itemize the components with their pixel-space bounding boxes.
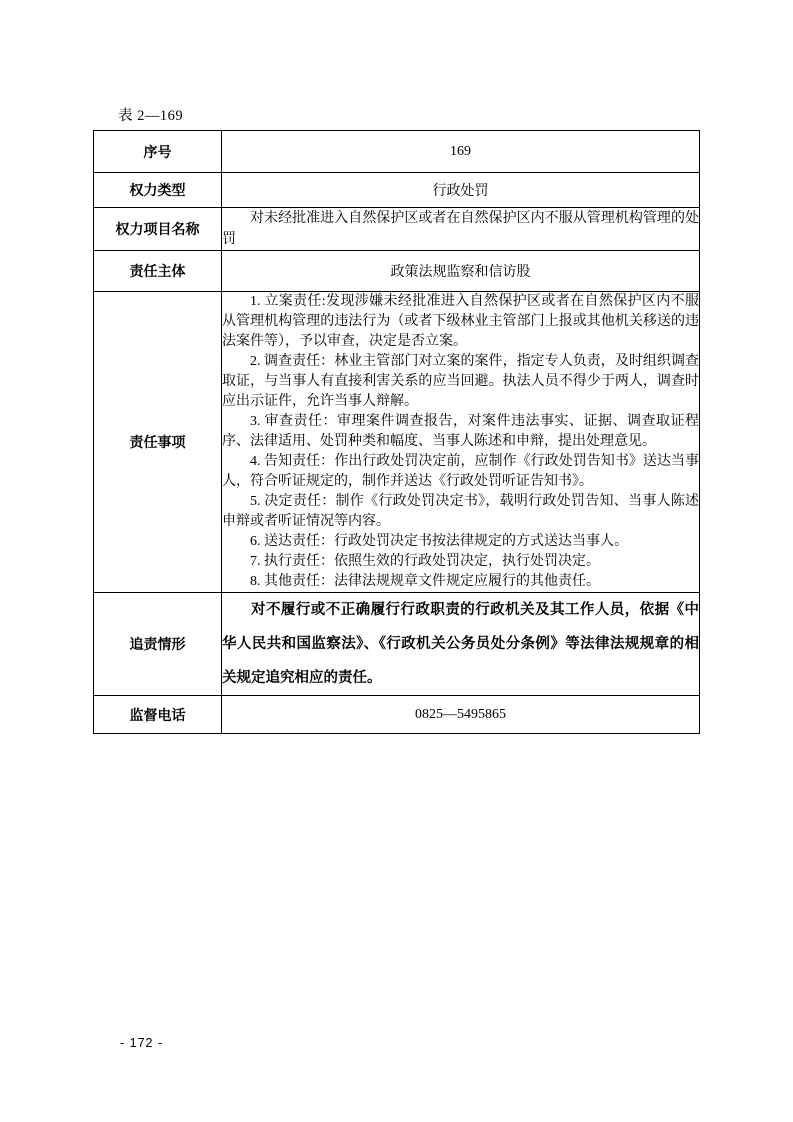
row-label-supervision-phone: 监督电话: [94, 696, 222, 734]
table-row-power-item-name: [94, 208, 700, 251]
responsibility-item-1: 1. 立案责任:发现涉嫌未经批准进入自然保护区或者在自然保护区内不服从管理机构管理的违法行为（或者下级林业主管部门上报或其他机关移送的违法案件等），予以审查，决定是否立案。: [222, 294, 699, 349]
row-label-accountability: 追责情形: [94, 593, 222, 696]
power-item-name-text: 对未经批准进入自然保护区或者在自然保护区内不服从管理机构管理的处罚: [222, 211, 699, 247]
row-value-supervision-phone: 0825—5495865: [222, 696, 700, 734]
responsibility-item-3: 3. 审查责任：审理案件调查报告，对案件违法事实、证据、调查取证程序、法律适用、处罚种类和幅度、当事人陈述和申辩，提出处理意见。: [222, 414, 699, 449]
row-label-power-type: 权力类型: [94, 173, 222, 208]
table-row-responsible-body: [94, 251, 700, 292]
responsibility-item-6: 6. 送达责任：行政处罚决定书按法律规定的方式送达当事人。: [250, 534, 628, 549]
row-value-accountability: [222, 593, 700, 696]
responsibility-item-7: 7. 执行责任：依照生效的行政处罚决定，执行处罚决定。: [250, 554, 600, 569]
row-label-serial-number: 序号: [94, 131, 222, 173]
row-label-power-item-name: 权力项目名称: [94, 208, 222, 251]
row-value-serial-number: 169: [222, 131, 700, 173]
responsibility-item-2: 2. 调查责任：林业主管部门对立案的案件，指定专人负责，及时组织调查取证，与当事人有直接利害关系的应当回避。执法人员不得少于两人，调查时应出示证件，允许当事人辩解。: [222, 354, 699, 409]
row-value-power-type: 行政处罚: [222, 173, 700, 208]
table-row-serial-number: [94, 131, 700, 173]
table-row-power-type: [94, 173, 700, 208]
row-label-responsibility-items: 责任事项: [94, 292, 222, 593]
row-value-power-item-name: [222, 208, 700, 251]
page-number: - 172 -: [120, 1036, 164, 1050]
responsibility-item-8: 8. 其他责任：法律法规规章文件规定应履行的其他责任。: [250, 574, 600, 589]
table-row-responsibility-items: [94, 292, 700, 593]
responsibility-item-5: 5. 决定责任：制作《行政处罚决定书》，载明行政处罚告知、当事人陈述申辩或者听证情况等内容。: [222, 494, 699, 529]
accountability-text: 对不履行或不正确履行行政职责的行政机关及其工作人员，依据《中华人民共和国监察法》、《行政机关公务员处分条例》等法律法规规章的相关规定追究相应的责任。: [222, 602, 699, 686]
table-caption: 表 2—169: [118, 108, 184, 124]
row-value-responsible-body: 政策法规监察和信访股: [222, 251, 700, 292]
responsibility-item-4: 4. 告知责任：作出行政处罚决定前，应制作《行政处罚告知书》送达当事人，符合听证规定的，制作并送达《行政处罚听证告知书》。: [222, 454, 699, 489]
table-row-supervision-phone: [94, 696, 700, 734]
table-row-accountability: [94, 593, 700, 696]
responsibility-table: [93, 130, 700, 734]
row-value-responsibility-items: [222, 292, 700, 593]
row-label-responsible-body: 责任主体: [94, 251, 222, 292]
